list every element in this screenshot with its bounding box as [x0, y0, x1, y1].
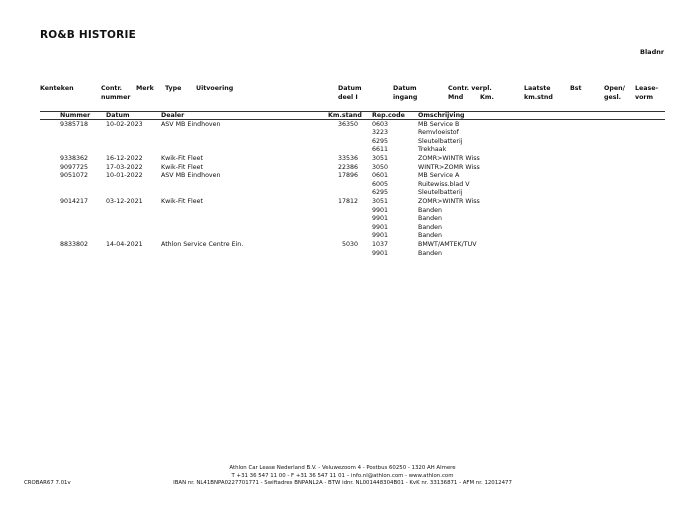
cell-repcode: 3051	[372, 154, 389, 162]
header-lease: Lease-	[635, 85, 659, 92]
cell-repcode: 0603	[372, 120, 389, 128]
cell-kmstand: 22386	[337, 163, 358, 171]
header-kenteken: Kenteken	[40, 85, 74, 92]
cell-repcode: 9901	[372, 206, 389, 214]
cell-repcode: 9901	[372, 223, 389, 231]
cell-dealer: ASV MB Eindhoven	[161, 172, 221, 180]
cell-repcode: 6005	[372, 180, 389, 188]
subheader-dealer: Dealer	[161, 111, 185, 119]
cell-dealer: ASV MB Eindhoven	[161, 120, 221, 128]
cell-omschrijving: Sleutelbatterij	[418, 189, 463, 197]
report-title: RO&B HISTORIE	[40, 29, 136, 41]
cell-repcode: 0601	[372, 172, 389, 180]
cell-kmstand: 17812	[337, 197, 358, 205]
header-deel-i: deel I	[338, 93, 358, 101]
cell-nummer: 9014217	[60, 197, 89, 205]
header-gesl: gesl.	[604, 93, 622, 101]
cell-repcode: 3051	[372, 197, 389, 205]
cell-dealer: Kwik-Fit Fleet	[161, 197, 203, 205]
cell-repcode: 9901	[372, 232, 389, 240]
cell-nummer: 9097725	[60, 163, 89, 171]
cell-datum: 03-12-2021	[106, 197, 143, 205]
cell-repcode: 3223	[372, 129, 389, 137]
cell-datum: 10-02-2023	[106, 120, 143, 128]
subheader-repcode: Rep.code	[372, 111, 405, 119]
header-datum-deel: Datum	[338, 85, 362, 92]
page-number-label: Bladnr	[640, 48, 665, 56]
cell-repcode: 6295	[372, 137, 389, 145]
footer-legal: IBAN nr. NL41BNPA0227701771 - Swiftadres BNPANL2A - BTW idnr. NL001448304B01 - KvK nr. 33136871 - AFM nr. 12012477	[173, 480, 512, 486]
header-nummer: nummer	[101, 93, 131, 101]
cell-repcode: 6295	[372, 189, 389, 197]
cell-omschrijving: WINTR>ZOMR Wiss	[418, 163, 480, 171]
cell-omschrijving: MB Service B	[418, 120, 460, 128]
cell-dealer: Kwik-Fit Fleet	[161, 154, 203, 162]
cell-dealer: Athlon Service Centre Ein.	[161, 240, 244, 248]
header-merk: Merk	[136, 85, 154, 92]
subheader-kmstand: Km.stand	[328, 111, 362, 119]
cell-omschrijving: Banden	[418, 232, 443, 240]
form-code: CROBAR67 7.01v	[24, 480, 71, 486]
cell-omschrijving: Banden	[418, 206, 443, 214]
cell-kmstand: 36350	[337, 120, 358, 128]
cell-kmstand: 5030	[341, 240, 358, 248]
footer-address: Athlon Car Lease Nederland B.V. - Veluwezoom 4 - Postbus 60250 - 1320 AH Almere	[229, 465, 456, 471]
header-laatste: Laatste	[524, 85, 551, 92]
header-open: Open/	[604, 85, 625, 92]
cell-omschrijving: BMWT/AMTEK/TUV	[418, 240, 477, 248]
header-mnd: Mnd	[448, 93, 464, 101]
header-contr-verpl: Contr. verpl.	[448, 85, 492, 92]
header-type: Type	[165, 85, 182, 92]
cell-repcode: 6611	[372, 146, 389, 154]
header-bst: Bst	[570, 85, 582, 92]
cell-repcode: 1037	[372, 240, 389, 248]
cell-kmstand: 17896	[337, 172, 358, 180]
header-ingang: ingang	[393, 93, 418, 101]
cell-nummer: 9338362	[60, 154, 89, 162]
cell-repcode: 9901	[372, 215, 389, 223]
subheader-omschrijving: Omschrijving	[418, 111, 465, 119]
header-vorm: vorm	[635, 93, 654, 101]
cell-omschrijving: MB Service A	[418, 172, 460, 180]
cell-omschrijving: ZOMR>WINTR Wiss	[418, 154, 480, 162]
cell-omschrijving: Trekhaak	[418, 146, 447, 154]
cell-datum: 14-04-2021	[106, 240, 143, 248]
cell-omschrijving: Banden	[418, 215, 443, 223]
subheader-datum: Datum	[106, 111, 130, 119]
cell-nummer: 9385718	[60, 120, 89, 128]
cell-datum: 17-03-2022	[106, 163, 143, 171]
cell-repcode: 9901	[372, 249, 389, 257]
cell-datum: 16-12-2022	[106, 154, 143, 162]
cell-dealer: Kwik-Fit Fleet	[161, 163, 203, 171]
cell-nummer: 9051072	[60, 172, 89, 180]
cell-nummer: 8833802	[60, 240, 89, 248]
subheader-nummer: Nummer	[60, 111, 91, 119]
cell-repcode: 3050	[372, 163, 389, 171]
header-km: Km.	[480, 93, 494, 101]
header-km-stnd: km.stnd	[524, 93, 553, 101]
cell-omschrijving: Banden	[418, 223, 443, 231]
cell-omschrijving: Sleutelbatterij	[418, 137, 463, 145]
cell-kmstand: 33536	[337, 154, 358, 162]
header-uitvoering: Uitvoering	[196, 85, 234, 92]
cell-omschrijving: ZOMR>WINTR Wiss	[418, 197, 480, 205]
cell-datum: 10-01-2022	[106, 172, 143, 180]
header-datum-ingang: Datum	[393, 85, 417, 92]
footer-contact: T +31 36 547 11 00 - F +31 36 547 11 01 – info.nl@athlon.com - www.athlon.com	[231, 472, 454, 479]
cell-omschrijving: Banden	[418, 249, 443, 257]
cell-omschrijving: Ruitewiss.blad V	[418, 180, 470, 188]
cell-omschrijving: Remvloeistof	[418, 129, 459, 137]
header-contr: Contr.	[101, 85, 123, 92]
